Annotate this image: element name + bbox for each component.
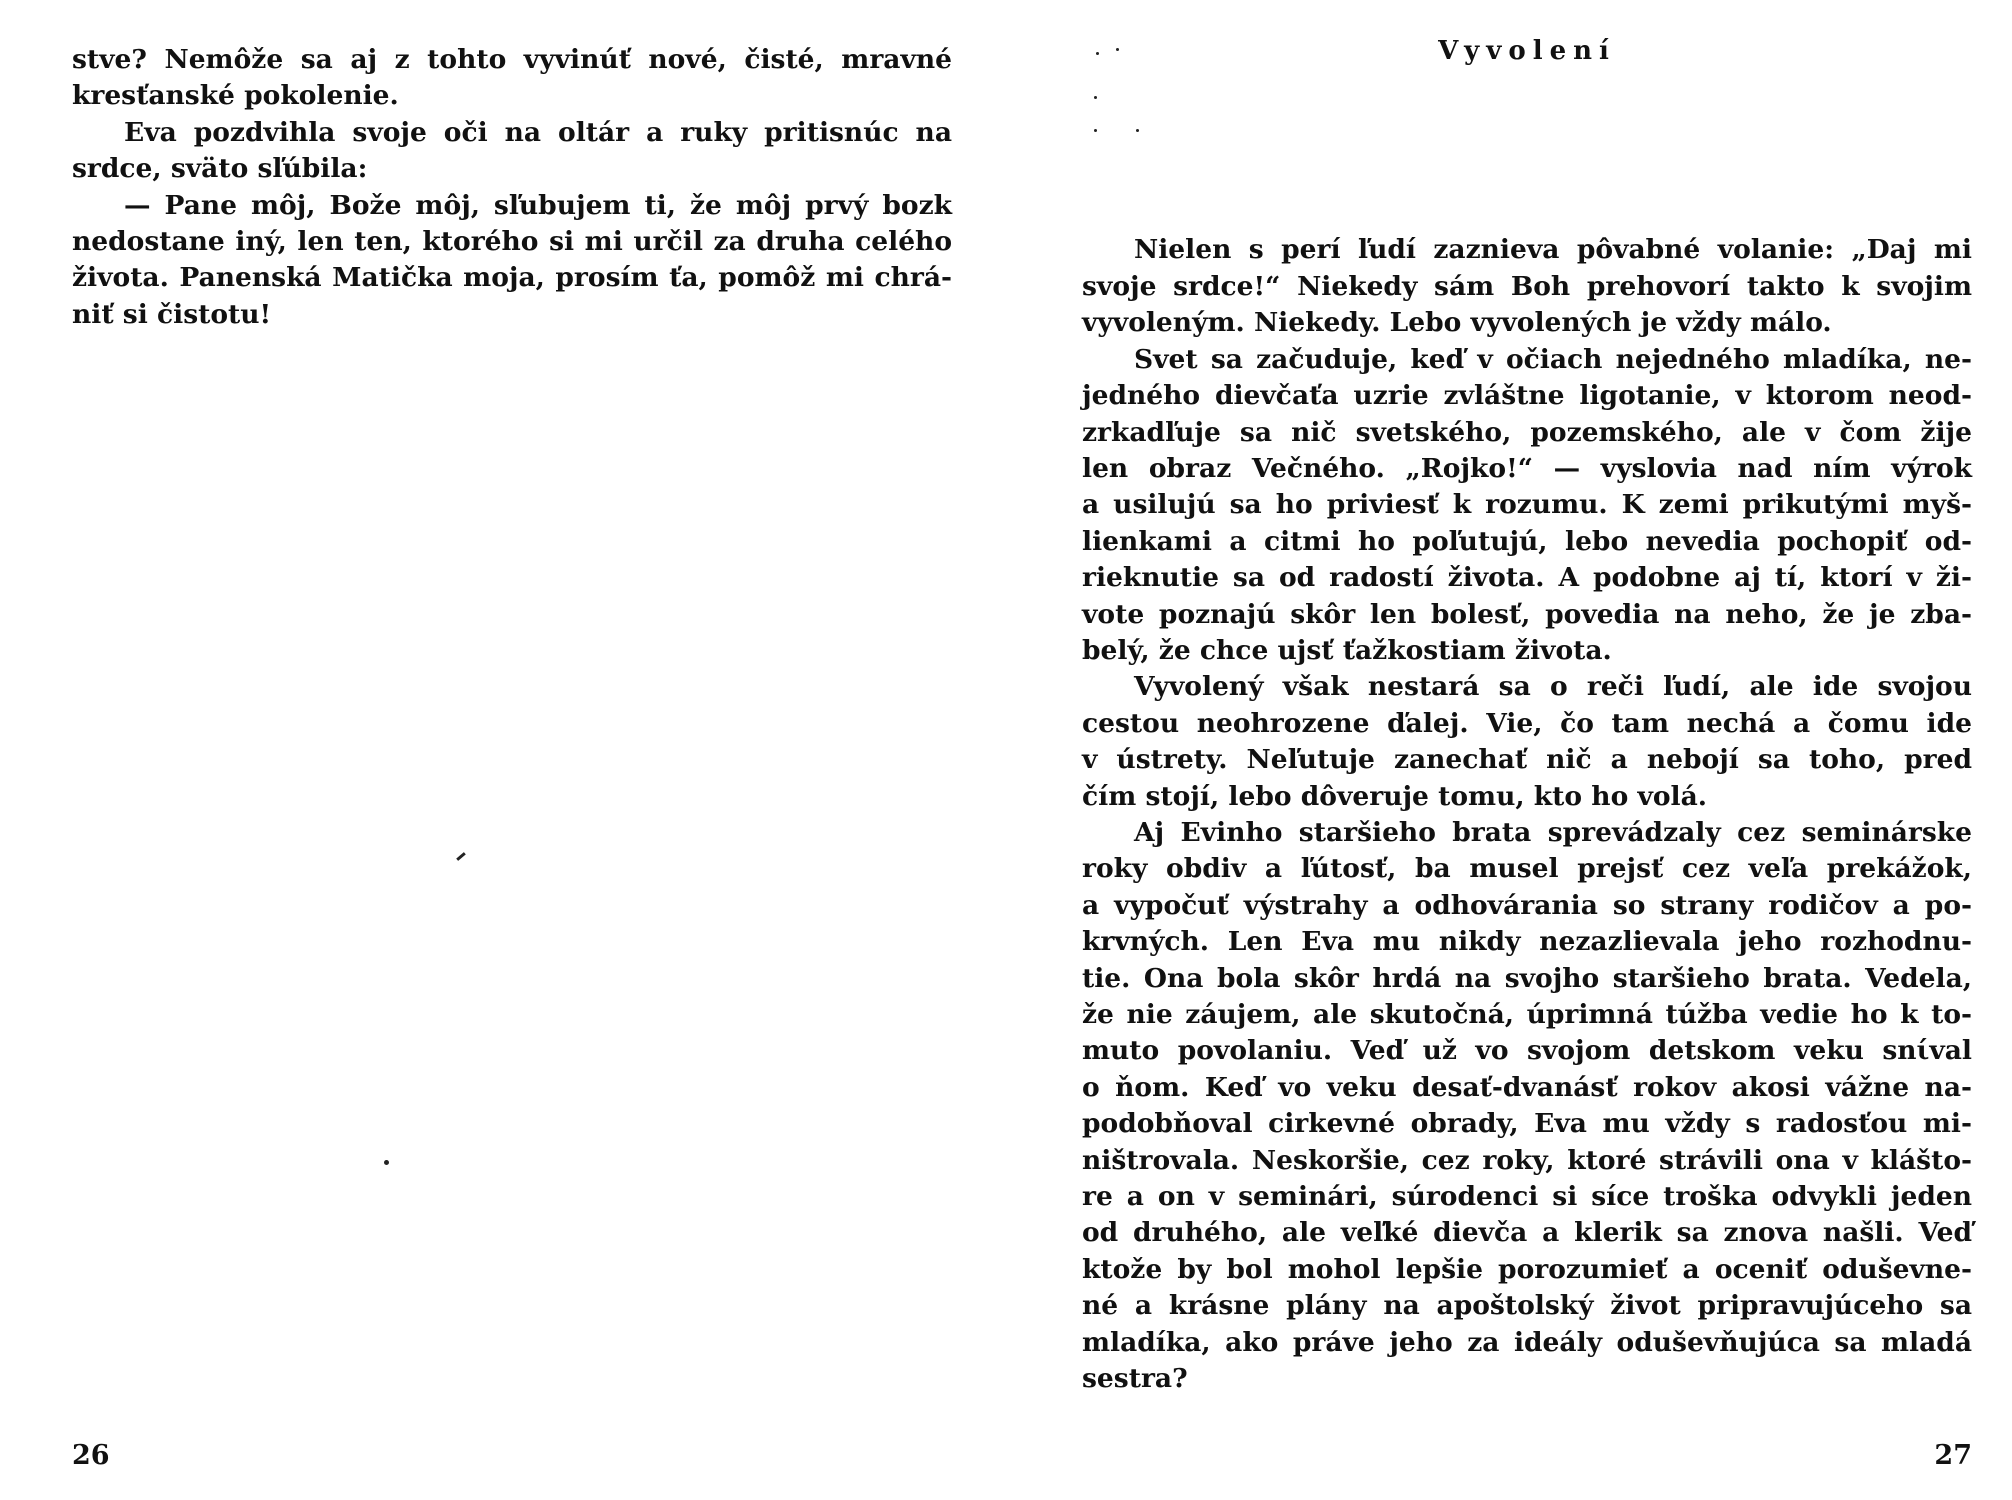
right-line-17: Aj Evinho staršieho brata sprevádzaly cez seminárske bbox=[1134, 817, 1972, 848]
right-line-22: že nie záujem, ale skutočná, úprimná túžba vedie ho k to- bbox=[1082, 999, 1972, 1030]
left-line-1: stve? Nemôže sa aj z tohto vyvinúť nové, čisté, mravné bbox=[72, 44, 952, 75]
right-line-20: krvných. Len Eva mu nikdy nezazlievala jeho rozhodnu- bbox=[1082, 926, 1972, 957]
right-line-32: sestra? bbox=[1082, 1363, 1188, 1394]
right-line-24: o ňom. Keď vo veku desať-dvanásť rokov akosi vážne na- bbox=[1082, 1072, 1972, 1103]
ink-speck bbox=[1116, 48, 1119, 51]
right-line-16: čím stojí, lebo dôveruje tomu, kto ho volá. bbox=[1082, 781, 1708, 812]
right-line-29: ktože by bol mohol lepšie porozumieť a oceniť oduševne- bbox=[1082, 1254, 1972, 1285]
left-line-3: Eva pozdvihla svoje oči na oltár a ruky pritisnúc na bbox=[124, 117, 952, 148]
right-line-13: Vyvolený však nestará sa o reči ľudí, ale ide svojou bbox=[1134, 671, 1972, 702]
ink-speck bbox=[1096, 52, 1099, 55]
right-line-12: belý, že chce ujsť ťažkostiam života. bbox=[1082, 635, 1612, 666]
right-line-4: Svet sa začuduje, keď v očiach nejedného mladíka, ne- bbox=[1134, 344, 1972, 375]
right-line-18: roky obdiv a ľútosť, ba musel prejsť cez veľa prekážok, bbox=[1082, 853, 1972, 884]
right-line-26: ništrovala. Neskoršie, cez roky, ktoré strávili ona v kláštо- bbox=[1082, 1145, 1972, 1176]
right-line-9: lienkami a citmi ho poľutujú, lebo nevedia pochopiť od- bbox=[1082, 526, 1972, 557]
ink-speck bbox=[384, 1160, 389, 1165]
left-line-4: srdce, sväto sľúbila: bbox=[72, 153, 368, 184]
right-line-23: muto povolaniu. Veď už vo svojom detskom veku snίval bbox=[1082, 1035, 1972, 1066]
right-line-28: od druhého, ale veľké dievča a klerik sa znova našli. Veď bbox=[1082, 1217, 1972, 1248]
right-line-6: zrkadľuje sa nič svetského, pozemského, ale v čom žije bbox=[1082, 417, 1972, 448]
page-number-right: 27 bbox=[1934, 1440, 1972, 1471]
left-page bbox=[72, 0, 952, 1500]
right-line-19: a vypočuť výstrahy a odhovárania so strany rodičov a po- bbox=[1082, 890, 1972, 921]
left-line-8: niť si čistotu! bbox=[72, 299, 272, 330]
right-line-7: len obraz Večného. „Rojko!“ — vyslovia nad ním výrok bbox=[1082, 453, 1972, 484]
right-line-8: a usilujú sa ho priviesť k rozumu. K zemi prikutými myš- bbox=[1082, 489, 1972, 520]
right-line-31: mladíka, ako práve jeho za ideály oduševňujúca sa mladá bbox=[1082, 1327, 1972, 1358]
right-line-21: tie. Ona bola skôr hrdá na svojho staršieho brata. Vedela, bbox=[1082, 963, 1972, 994]
page-number-left: 26 bbox=[72, 1440, 110, 1471]
ink-speck bbox=[1094, 129, 1097, 132]
left-line-2: kresťanské pokolenie. bbox=[72, 80, 399, 111]
right-line-30: né a krásne plány na apoštolský život pripravujúceho sa bbox=[1082, 1290, 1972, 1321]
running-head: Vyvolení bbox=[1438, 36, 1616, 66]
right-line-5: jedného dievčaťa uzrie zvláštne ligotanie, v ktorom neod- bbox=[1082, 380, 1972, 411]
ink-speck bbox=[1094, 96, 1097, 99]
right-line-11: vote poznajú skôr len bolesť, povedia na neho, že je zba- bbox=[1082, 599, 1972, 630]
left-line-6: nedostane iný, len ten, ktorého si mi určil za druha celého bbox=[72, 226, 952, 257]
left-line-5: — Pane môj, Bože môj, sľubujem ti, že môj prvý bozk bbox=[124, 190, 952, 221]
right-line-25: podobňoval cirkevné obrady, Eva mu vždy s radosťou mi- bbox=[1082, 1108, 1972, 1139]
left-line-7: života. Panenská Matička moja, prosím ťa, pomôž mi chrá- bbox=[72, 262, 952, 293]
right-line-10: rieknutie sa od radostí života. A podobne aj tí, ktorí v ži- bbox=[1082, 562, 1972, 593]
right-line-14: cestou neohrozene ďalej. Vie, čo tam nechá a čomu ide bbox=[1082, 708, 1972, 739]
right-line-3: vyvoleným. Niekedy. Lebo vyvolených je vždy málo. bbox=[1082, 307, 1832, 338]
right-line-15: v ústrety. Neľutuje zanechať nič a nebojí sa toho, pred bbox=[1082, 744, 1972, 775]
ink-speck bbox=[456, 852, 466, 861]
right-page bbox=[1082, 0, 1972, 1500]
right-line-1: Nielen s perí ľudí zaznieva pôvabné volanie: „Daj mi bbox=[1134, 234, 1972, 265]
ink-speck bbox=[1136, 129, 1139, 132]
right-line-2: svoje srdce!“ Niekedy sám Boh prehovorí takto k svojim bbox=[1082, 271, 1972, 302]
right-line-27: re a on v seminári, súrodenci si síce troška odvykli jeden bbox=[1082, 1181, 1972, 1212]
